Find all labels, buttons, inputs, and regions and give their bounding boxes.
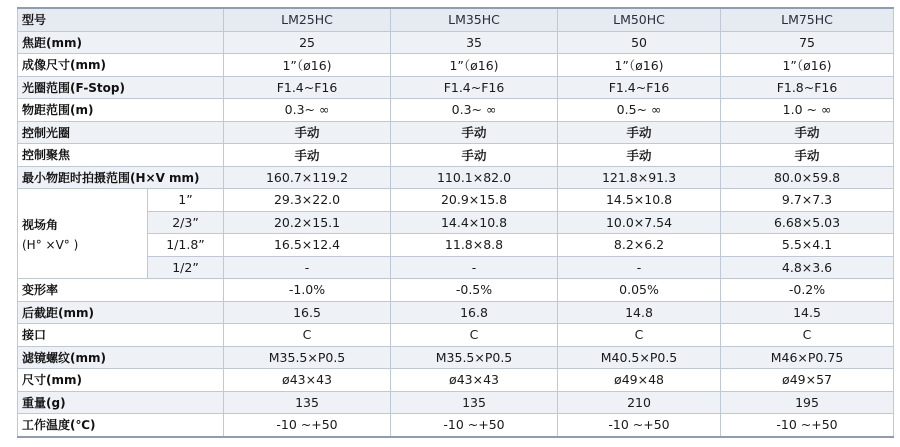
row-label: 变形率 xyxy=(18,279,224,302)
cell: 1”（ø16) xyxy=(391,54,558,77)
cell: - xyxy=(391,256,558,279)
cell: 1”（ø16) xyxy=(558,54,721,77)
cell: 50 xyxy=(558,31,721,54)
table-row xyxy=(18,99,894,122)
table-row xyxy=(18,54,894,77)
column-header: LM25HC xyxy=(224,8,391,31)
fov-row xyxy=(18,189,894,212)
column-header: LM50HC xyxy=(558,8,721,31)
cell: 5.5×4.1 xyxy=(721,234,894,257)
cell: M35.5×P0.5 xyxy=(224,346,391,369)
sensor-size: 1” xyxy=(148,189,224,212)
row-label: 成像尺寸(mm) xyxy=(18,54,224,77)
cell: C xyxy=(391,324,558,347)
sensor-size: 2/3” xyxy=(148,211,224,234)
cell: -10 ~+50 xyxy=(224,414,391,437)
cell: 25 xyxy=(224,31,391,54)
cell: M35.5×P0.5 xyxy=(391,346,558,369)
cell: 11.8×8.8 xyxy=(391,234,558,257)
cell: ø49×48 xyxy=(558,369,721,392)
table-row xyxy=(18,279,894,302)
cell: 手动 xyxy=(721,121,894,144)
row-label: 接口 xyxy=(18,324,224,347)
cell: F1.4~F16 xyxy=(391,76,558,99)
cell: 10.0×7.54 xyxy=(558,211,721,234)
cell: 1”（ø16) xyxy=(224,54,391,77)
fov-row xyxy=(18,234,894,257)
spec-sheet xyxy=(17,7,893,438)
cell: M40.5×P0.5 xyxy=(558,346,721,369)
cell: 手动 xyxy=(391,144,558,167)
table-row xyxy=(18,301,894,324)
cell: 16.5 xyxy=(224,301,391,324)
cell: -10 ~+50 xyxy=(391,414,558,437)
cell: 210 xyxy=(558,391,721,414)
column-header: LM75HC xyxy=(721,8,894,31)
row-label: 控制聚焦 xyxy=(18,144,224,167)
table-row xyxy=(18,144,894,167)
fov-label xyxy=(18,189,148,279)
cell: M46×P0.75 xyxy=(721,346,894,369)
cell: 16.5×12.4 xyxy=(224,234,391,257)
table-row xyxy=(18,369,894,392)
cell: 110.1×82.0 xyxy=(391,166,558,189)
table-row xyxy=(18,346,894,369)
sensor-size: 1/1.8” xyxy=(148,234,224,257)
cell: 1.0 ~ ∞ xyxy=(721,99,894,122)
lens-spec-table xyxy=(17,7,894,438)
cell: 8.2×6.2 xyxy=(558,234,721,257)
cell: 20.2×15.1 xyxy=(224,211,391,234)
fov-row xyxy=(18,256,894,279)
table-row xyxy=(18,121,894,144)
row-label: 工作温度(℃) xyxy=(18,414,224,437)
row-label: 物距范围(m) xyxy=(18,99,224,122)
cell: 16.8 xyxy=(391,301,558,324)
cell: 80.0×59.8 xyxy=(721,166,894,189)
cell: 0.3~ ∞ xyxy=(224,99,391,122)
cell: 160.7×119.2 xyxy=(224,166,391,189)
cell: 135 xyxy=(224,391,391,414)
fov-label-line2: (H° ×V° ) xyxy=(22,237,79,252)
table-row xyxy=(18,324,894,347)
cell: C xyxy=(224,324,391,347)
table-row xyxy=(18,391,894,414)
cell: 手动 xyxy=(224,144,391,167)
cell: F1.4~F16 xyxy=(224,76,391,99)
cell: 手动 xyxy=(391,121,558,144)
cell: F1.8~F16 xyxy=(721,76,894,99)
fov-label-line1: 视场角 xyxy=(22,217,59,232)
row-label: 焦距(mm) xyxy=(18,31,224,54)
fov-row xyxy=(18,211,894,234)
row-label: 滤镜螺纹(mm) xyxy=(18,346,224,369)
cell: 14.4×10.8 xyxy=(391,211,558,234)
cell: 29.3×22.0 xyxy=(224,189,391,212)
cell: - xyxy=(224,256,391,279)
row-label: 光圈范围(F-Stop) xyxy=(18,76,224,99)
header-row xyxy=(18,8,894,31)
cell: 135 xyxy=(391,391,558,414)
cell: 0.05% xyxy=(558,279,721,302)
cell: ø49×57 xyxy=(721,369,894,392)
cell: - xyxy=(558,256,721,279)
cell: F1.4~F16 xyxy=(558,76,721,99)
cell: -0.2% xyxy=(721,279,894,302)
cell: 9.7×7.3 xyxy=(721,189,894,212)
cell: 14.5 xyxy=(721,301,894,324)
cell: 121.8×91.3 xyxy=(558,166,721,189)
row-label: 最小物距时拍摄范围(H×V mm) xyxy=(18,166,224,189)
cell: 14.8 xyxy=(558,301,721,324)
row-label: 重量(g) xyxy=(18,391,224,414)
cell: 6.68×5.03 xyxy=(721,211,894,234)
cell: -10 ~+50 xyxy=(721,414,894,437)
table-row xyxy=(18,76,894,99)
cell: 手动 xyxy=(224,121,391,144)
cell: 手动 xyxy=(558,144,721,167)
cell: 手动 xyxy=(721,144,894,167)
header-label: 型号 xyxy=(18,8,224,31)
cell: 20.9×15.8 xyxy=(391,189,558,212)
cell: 195 xyxy=(721,391,894,414)
table-row xyxy=(18,166,894,189)
cell: 1”（ø16) xyxy=(721,54,894,77)
sensor-size: 1/2” xyxy=(148,256,224,279)
cell: 35 xyxy=(391,31,558,54)
cell: -1.0% xyxy=(224,279,391,302)
cell: 75 xyxy=(721,31,894,54)
cell: 4.8×3.6 xyxy=(721,256,894,279)
cell: 14.5×10.8 xyxy=(558,189,721,212)
row-label: 后截距(mm) xyxy=(18,301,224,324)
cell: C xyxy=(721,324,894,347)
cell: ø43×43 xyxy=(224,369,391,392)
cell: -10 ~+50 xyxy=(558,414,721,437)
row-label: 控制光圈 xyxy=(18,121,224,144)
row-label: 尺寸(mm) xyxy=(18,369,224,392)
cell: 0.3~ ∞ xyxy=(391,99,558,122)
table-row xyxy=(18,414,894,437)
table-row xyxy=(18,31,894,54)
column-header: LM35HC xyxy=(391,8,558,31)
cell: ø43×43 xyxy=(391,369,558,392)
cell: 手动 xyxy=(558,121,721,144)
cell: -0.5% xyxy=(391,279,558,302)
cell: 0.5~ ∞ xyxy=(558,99,721,122)
cell: C xyxy=(558,324,721,347)
